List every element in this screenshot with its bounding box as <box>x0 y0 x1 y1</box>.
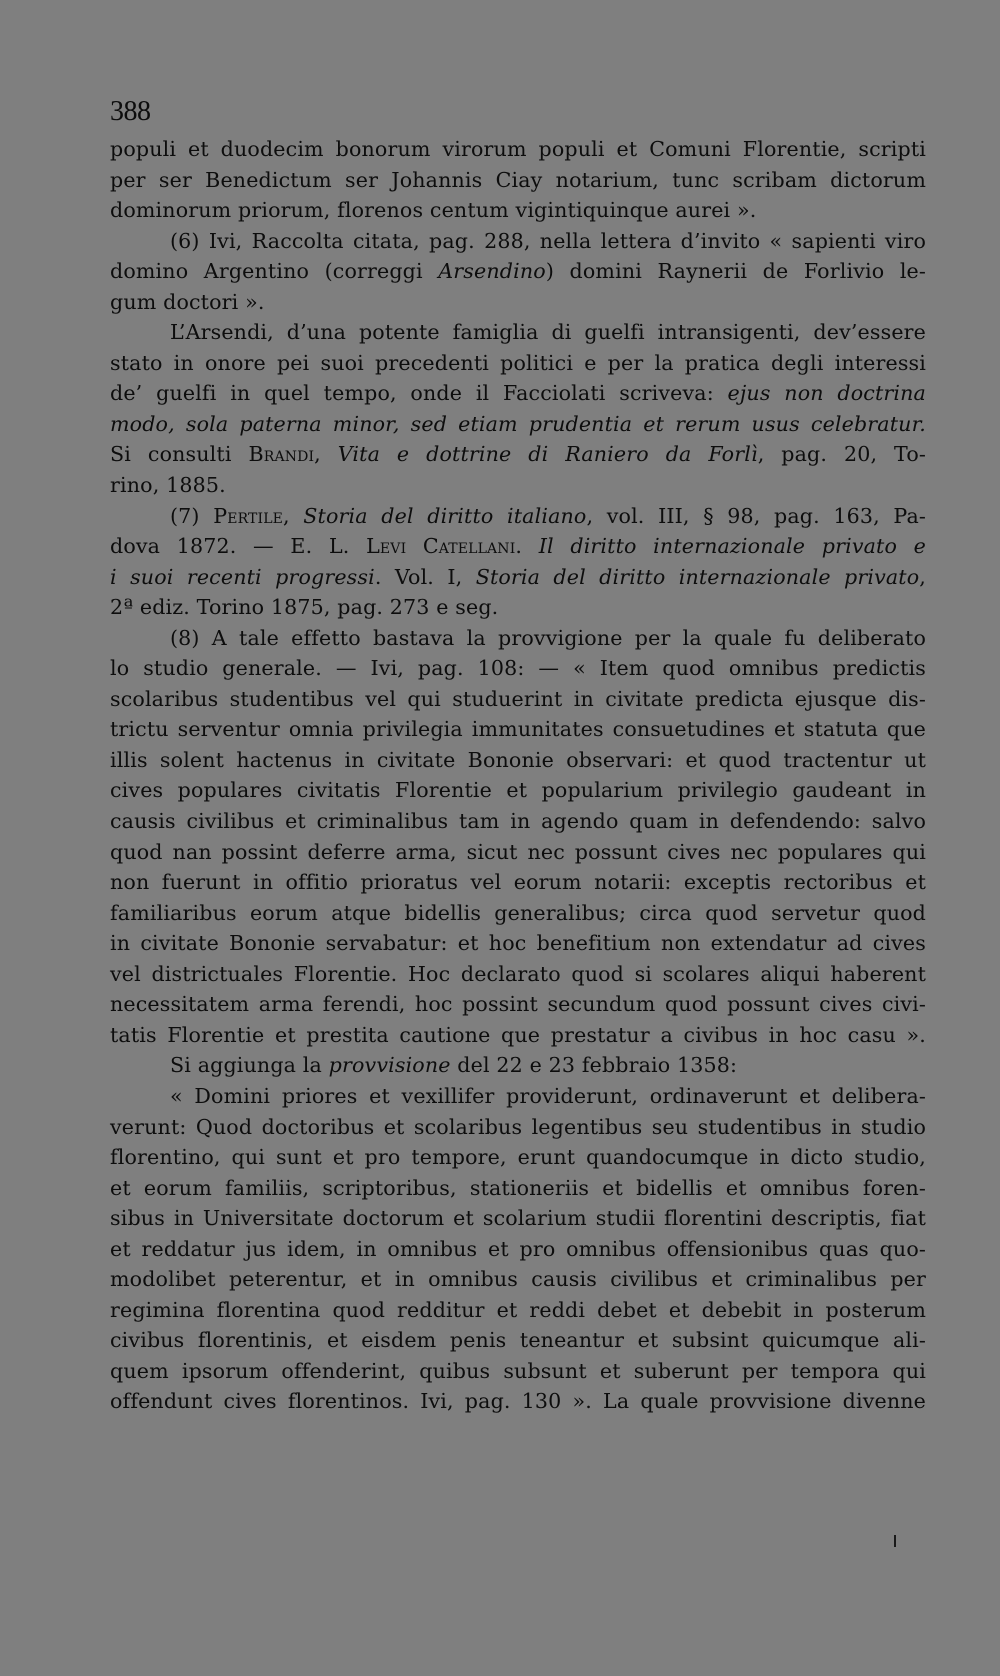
text-line <box>110 562 926 593</box>
text-line: tatis Florentie et prestita cautione que prestatur a civibus in hoc casu ». <box>110 1022 926 1047</box>
text-line <box>110 378 926 409</box>
stray-ink-mark <box>894 1535 896 1547</box>
text-span: del 22 e 23 febbraio 1358: <box>450 1053 738 1078</box>
text-line: quem ipsorum offenderint, quibus subsunt et suberunt per tempora qui <box>110 1358 926 1383</box>
text-line: florentino, qui sunt et pro tempore, erunt quandocumque in dicto studio, <box>110 1145 926 1170</box>
text-span: , <box>314 442 338 467</box>
italic-span: Arsendino <box>438 259 546 284</box>
text-line: dominorum priorum, florenos centum vigintiquinque aurei ». <box>110 198 757 223</box>
text-line: gum doctori ». <box>110 289 265 314</box>
text-line: regimina florentina quod redditur et reddi debet et debebit in posterum <box>110 1297 926 1322</box>
text-span: Si consulti <box>110 442 249 467</box>
text-line: populi et duodecim bonorum virorum populi et Comuni Florentie, scripti <box>110 137 926 161</box>
text-span: (7) <box>170 503 214 528</box>
page-number: 388 <box>110 96 151 127</box>
text-line: et eorum familiis, scriptoribus, stationeriis et bidellis et omnibus foren- <box>110 1175 926 1200</box>
text-span: . <box>515 534 539 559</box>
text-span: , pag. 20, To- <box>757 442 926 467</box>
text-span: , <box>919 564 926 589</box>
text-line: 2ª ediz. Torino 1875, pag. 273 e seg. <box>110 595 499 620</box>
small-caps-span: Pertile <box>213 503 284 528</box>
italic-span: Storia del diritto italiano <box>303 503 587 528</box>
text-line <box>110 439 926 470</box>
text-line <box>110 409 926 440</box>
document-page <box>110 0 926 1676</box>
text-line: verunt: Quod doctoribus et scolaribus legentibus seu studentibus in studio <box>110 1114 926 1139</box>
text-line: (8) A tale effetto bastava la provvigione per la quale fu deliberato <box>170 625 926 650</box>
text-line: familiaribus eorum atque bidellis generalibus; circa quod servetur quod <box>110 900 926 925</box>
text-line: vel districtuales Florentie. Hoc declarato quod si scolares aliqui haberent <box>110 961 926 986</box>
text-span: , vol. III, § 98, pag. 163, Pa- <box>586 503 926 528</box>
text-line: necessitatem arma ferendi, hoc possint secundum quod possunt cives civi- <box>110 992 926 1017</box>
text-span: domino Argentino (correggi <box>110 259 439 284</box>
text-line: et reddatur jus idem, in omnibus et pro omnibus offensionibus quas quo- <box>110 1236 926 1261</box>
text-line <box>110 256 926 287</box>
text-line: cives populares civitatis Florentie et popularium privilegio gaudeant in <box>110 778 926 803</box>
text-span: Si aggiunga la <box>170 1053 329 1078</box>
text-line: quod nan possint deferre arma, sicut nec possunt cives nec populares qui <box>110 839 926 864</box>
italic-span: modo, sola paterna minor, sed etiam prudentia et rerum usus celebratur. <box>110 411 926 436</box>
text-span: , <box>283 503 304 528</box>
text-span: de’ guelfi in quel tempo, onde il Facciolati scriveva: <box>110 381 728 406</box>
text-line <box>110 1050 926 1081</box>
italic-span: ejus non doctrina <box>727 381 926 406</box>
italic-span: Il diritto internazionale privato e <box>538 534 926 559</box>
italic-span: provvisione <box>328 1053 451 1078</box>
body-text <box>110 134 926 1417</box>
text-line: sibus in Universitate doctorum et scolarium studii florentini descriptis, fiat <box>110 1206 926 1231</box>
small-caps-span: Brandi <box>248 442 315 467</box>
text-line: in civitate Bononie servabatur: et hoc benefitium non extendatur ad cives <box>110 931 926 956</box>
text-line: offendunt cives florentinos. Ivi, pag. 130 ». La quale provvisione divenne <box>110 1389 926 1414</box>
text-line <box>110 531 926 562</box>
text-line: (6) Ivi, Raccolta citata, pag. 288, nella lettera d’invito « sapienti viro <box>170 228 926 253</box>
text-line: non fuerunt in offitio prioratus vel eorum notarii: exceptis rectoribus et <box>110 870 926 895</box>
text-line: stato in onore pei suoi precedenti politici e per la pratica degli interessi <box>110 350 926 375</box>
italic-span: Storia del diritto internazionale privato <box>475 564 920 589</box>
text-line: per ser Benedictum ser Johannis Ciay notarium, tunc scribam dictorum <box>110 167 926 192</box>
text-line: civibus florentinis, et eisdem penis teneantur et subsint quicumque ali- <box>110 1328 926 1353</box>
text-line: causis civilibus et criminalibus tam in agendo quam in defendendo: salvo <box>110 809 926 834</box>
text-line: lo studio generale. — Ivi, pag. 108: — « Item quod omnibus predictis <box>110 656 926 681</box>
text-span: . Vol. I, <box>374 564 476 589</box>
text-line <box>110 501 926 532</box>
text-line: modolibet peterentur, et in omnibus causis civilibus et criminalibus per <box>110 1267 926 1292</box>
text-line: L’Arsendi, d’una potente famiglia di guelfi intransigenti, dev’essere <box>170 320 926 345</box>
text-line: scolaribus studentibus vel qui studuerint in civitate predicta ejusque dis- <box>110 686 926 711</box>
text-span: ) domini Raynerii de Forlivio le- <box>545 259 926 284</box>
text-line: illis solent hactenus in civitate Bononie observari: et quod tractentur ut <box>110 747 926 772</box>
text-line: « Domini priores et vexillifer providerunt, ordinaverunt et delibera- <box>170 1083 926 1108</box>
text-span: dova 1872. — E. L. <box>110 534 367 559</box>
italic-span: i suoi recenti progressi <box>110 564 375 589</box>
small-caps-span: Levi Catellani <box>366 534 516 559</box>
text-line: rino, 1885. <box>110 473 226 498</box>
text-line: trictu serventur omnia privilegia immunitates consuetudines et statuta que <box>110 717 926 742</box>
italic-span: Vita e dottrine di Raniero da Forlì <box>337 442 758 467</box>
